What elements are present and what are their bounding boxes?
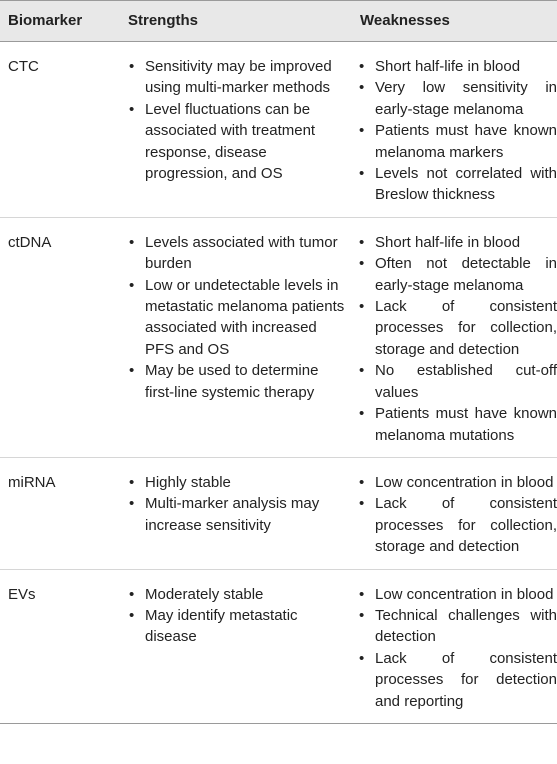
strengths-list [129,584,350,648]
weakness-item [359,253,557,296]
weakness-item [359,493,557,557]
strength-item [129,472,350,493]
weakness-text: Lack of consistent processes for detection and reporting [375,649,557,710]
strength-item [129,584,350,605]
strength-text: Sensitivity may be improved using multi-marker methods [145,58,332,97]
table-row [0,217,557,457]
header-row [0,1,557,42]
strength-text: May be used to determine first-line systemic therapy [145,362,319,401]
weakness-item [359,163,557,206]
bullet-icon: • [359,606,365,624]
bullet-icon: • [359,405,365,423]
weakness-item [359,605,557,648]
weakness-text: Short half-life in blood [375,233,521,251]
weaknesses-list [359,56,557,206]
strength-item [129,99,350,185]
weakness-item [359,56,557,77]
strength-item [129,360,350,403]
weakness-item [359,472,557,493]
weakness-text: Levels not correlated with Breslow thickness [375,165,557,204]
weakness-item [359,232,557,253]
table-row [0,42,557,218]
strength-text: Level fluctuations can be associated with treatment response, disease progression, and OS [145,100,316,183]
strength-item [129,275,350,361]
weakness-text: Often not detectable in early-stage melanoma [375,255,557,294]
bullet-icon: • [359,165,365,183]
table-row [0,569,557,723]
biomarker-cell: EVs [8,585,36,603]
bullet-icon: • [129,495,135,513]
biomarker-cell: CTC [8,58,39,75]
strength-text: Moderately stable [145,585,264,603]
weaknesses-cell [356,569,557,723]
bullet-icon: • [129,585,135,603]
bullet-icon: • [359,255,365,273]
strengths-cell [118,569,356,723]
bullet-icon: • [359,122,365,140]
weakness-text: Low concentration in blood [375,585,554,603]
strengths-list [129,472,350,536]
header-biomarker: Biomarker [8,12,83,30]
strength-text: Levels associated with tumor burden [145,233,338,273]
bullet-icon: • [359,79,365,97]
strengths-list [129,232,350,403]
bullet-icon: • [129,100,135,118]
weakness-text: Lack of consistent processes for collection, storage and detection [375,495,557,556]
weaknesses-cell [356,217,557,457]
weakness-text: No established cut-off values [375,362,557,401]
table-row [0,457,557,569]
weaknesses-list [359,232,557,446]
strength-item [129,605,350,648]
weakness-text: Patients must have known melanoma markers [375,122,557,161]
bullet-icon: • [129,473,135,491]
strength-text: Highly stable [145,473,231,491]
strengths-cell [118,457,356,569]
bullet-icon: • [359,473,365,491]
weakness-item [359,584,557,605]
weakness-text: Short half-life in blood [375,58,521,75]
strength-text: Multi-marker analysis may increase sensitivity [145,495,320,534]
bullet-icon: • [359,58,365,75]
biomarker-cell: miRNA [8,473,56,491]
bullet-icon: • [359,585,365,603]
bullet-icon: • [129,362,135,380]
weakness-text: Patients must have known melanoma mutations [375,405,557,444]
bullet-icon: • [359,649,365,667]
strength-text: May identify metastatic disease [145,606,298,646]
weakness-text: Lack of consistent processes for collection, storage and detection [375,298,557,358]
strength-item [129,232,350,275]
strengths-list [129,56,350,184]
bullet-icon: • [129,58,135,75]
weakness-text: Very low sensitivity in early-stage melanoma [375,79,557,118]
weaknesses-list [359,472,557,558]
bullet-icon: • [359,233,365,251]
table-body [0,42,557,724]
strengths-cell [118,217,356,457]
bullet-icon: • [359,298,365,316]
strengths-cell [118,42,356,218]
strength-text: Low or undetectable levels in metastatic melanoma patients associated with increased PFS and OS [145,276,345,358]
header-weaknesses: Weaknesses [360,12,450,30]
bullet-icon: • [129,276,135,294]
weakness-item [359,403,557,446]
strength-item [129,493,350,536]
weaknesses-list [359,584,557,712]
weakness-item [359,648,557,712]
strength-item [129,56,350,99]
weakness-text: Technical challenges with detection [375,606,557,646]
bullet-icon: • [359,362,365,380]
weakness-text: Low concentration in blood [375,473,554,491]
header-strengths: Strengths [128,12,199,30]
biomarker-cell: ctDNA [8,233,52,251]
weakness-item [359,120,557,163]
bullet-icon: • [129,233,135,251]
weakness-item [359,77,557,120]
bullet-icon: • [129,606,135,624]
weaknesses-cell [356,42,557,218]
weakness-item [359,296,557,360]
weaknesses-cell [356,457,557,569]
bullet-icon: • [359,495,365,513]
weakness-item [359,360,557,403]
